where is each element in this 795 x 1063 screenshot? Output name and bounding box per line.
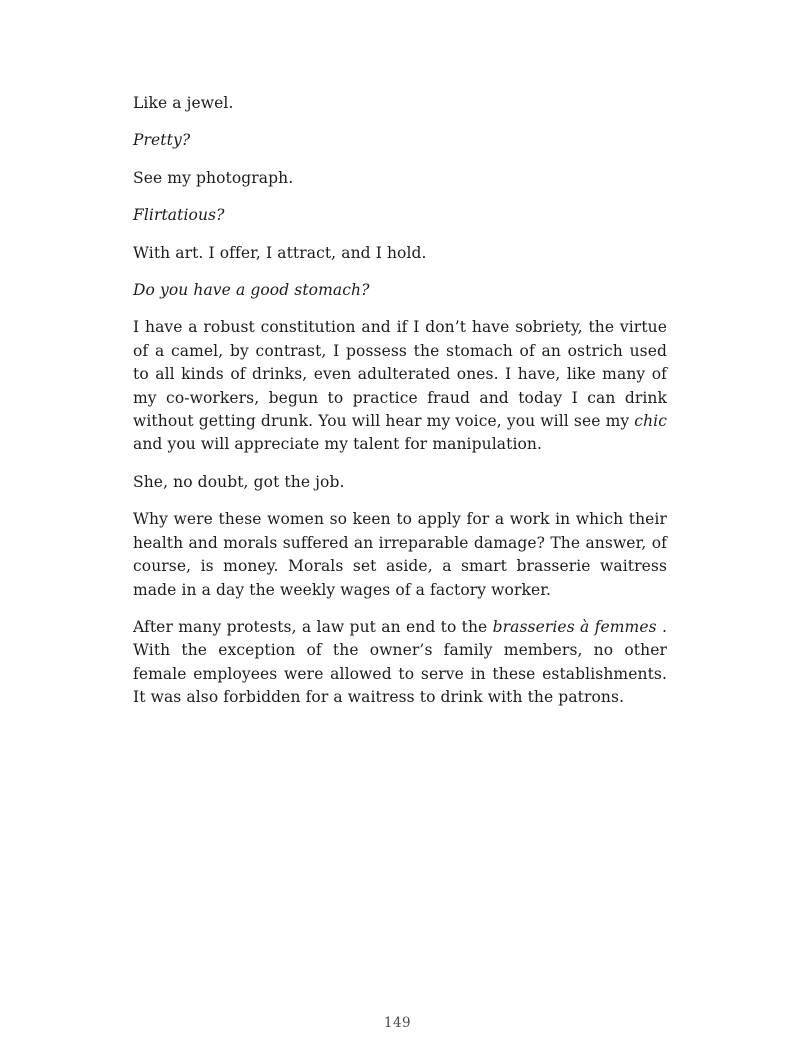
paragraph	[133, 204, 667, 227]
italic-text-run: chic	[634, 412, 667, 431]
italic-text-run: brasseries à femmes	[492, 617, 657, 636]
text-run: I have a robust constitution and if I don’t have sobriety, the virtue of a camel, by contrast, I possess the stomach of an ostrich used to all kinds of drinks, even adulterated ones. I have, like many of my co-workers, begun to practice fraud and today I can drink without getting drunk. You will hear my voice, you will see my	[133, 318, 667, 431]
text-run: With art. I offer, I attract, and I hold.	[133, 243, 427, 262]
text-run: After many protests, a law put an end to the	[133, 617, 493, 636]
text-run: See my photograph.	[133, 168, 294, 187]
paragraph	[133, 242, 667, 265]
paragraph	[133, 129, 667, 152]
paragraph	[133, 316, 667, 456]
text-run: Like a jewel.	[133, 94, 234, 112]
italic-text-run: Pretty?	[133, 131, 191, 150]
italic-text-run: Do you have a good stomach?	[133, 281, 370, 300]
paragraph	[133, 471, 667, 494]
page-number: 149	[383, 1015, 412, 1031]
paragraph	[133, 279, 667, 302]
page-body	[133, 92, 667, 724]
text-run: She, no doubt, got the job.	[133, 472, 345, 491]
paragraph	[133, 616, 667, 710]
paragraph	[133, 508, 667, 602]
italic-text-run: Flirtatious?	[133, 206, 225, 225]
text-run: Why were these women so keen to apply for a work in which their health and morals suffered an irreparable damage? The answer, of course, is money. Morals set aside, a smart brasserie waitress made in a day the weekly wages of a factory worker.	[133, 510, 667, 599]
paragraph	[133, 92, 667, 115]
text-run: and you will appreciate my talent for manipulation.	[133, 435, 543, 454]
paragraph	[133, 167, 667, 190]
text-run: . With the exception of the owner’s family members, no other female employees were allowed to serve in these establishments. It was also forbidden for a waitress to drink with the patrons.	[133, 617, 667, 707]
